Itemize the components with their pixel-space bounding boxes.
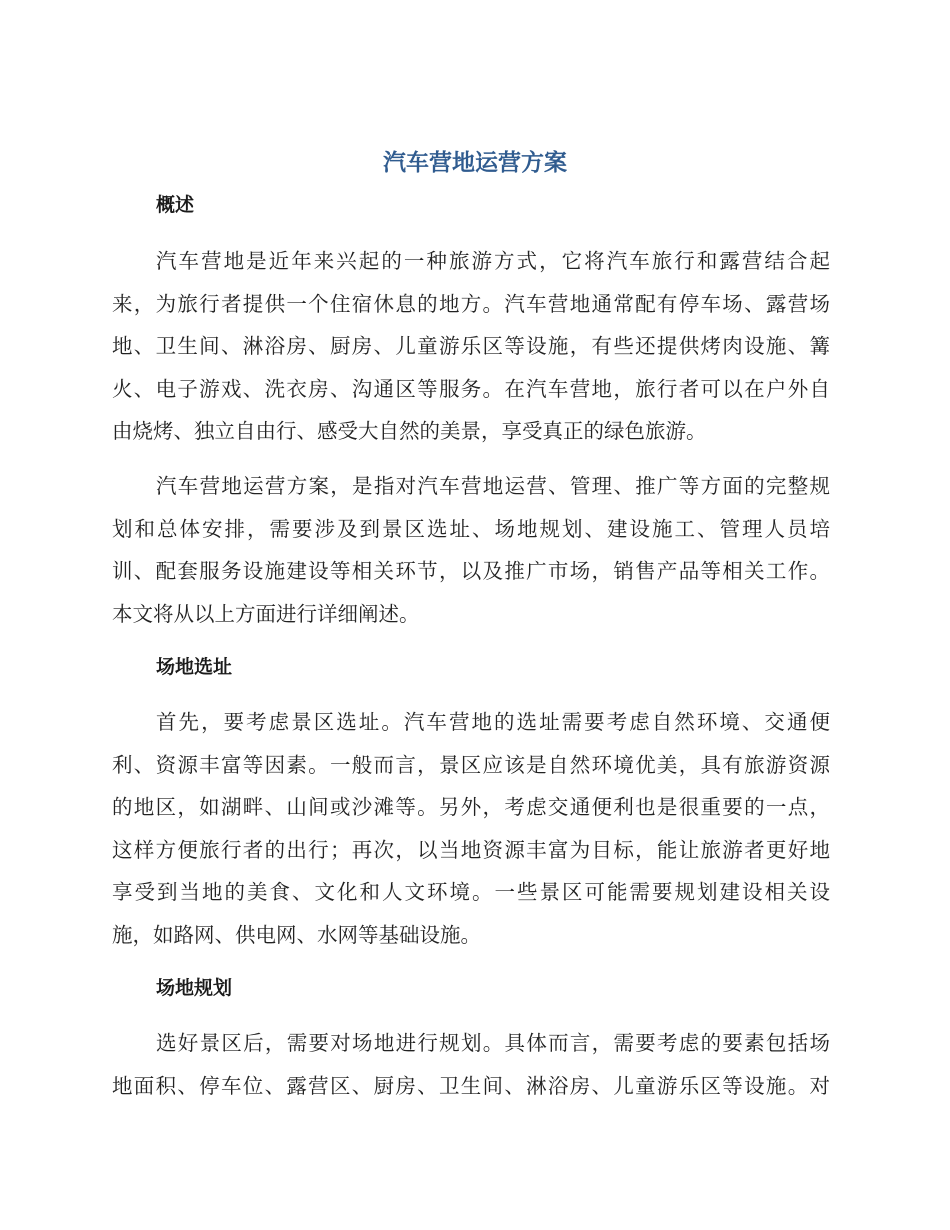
text-line: 训、配套服务设施建设等相关环节，以及推广市场，销售产品等相关工作。 [112, 559, 830, 584]
text-line: 的地区，如湖畔、山间或沙滩等。另外，考虑交通便利也是很重要的一点， [112, 795, 830, 820]
document-title: 汽车营地运营方案 [383, 150, 567, 176]
text-line: 地、卫生间、淋浴房、厨房、儿童游乐区等设施，有些还提供烤肉设施、篝 [112, 334, 830, 359]
section-heading-overview: 概述 [156, 194, 195, 216]
text-line: 首先，要考虑景区选址。汽车营地的选址需要考虑自然环境、交通便 [156, 710, 830, 734]
paragraph-site-planning [112, 1022, 830, 1107]
text-line: 汽车营地是近年来兴起的一种旅游方式，它将汽车旅行和露营结合起 [156, 249, 830, 273]
text-line: 本文将从以上方面进行详细阐述。 [112, 601, 420, 626]
paragraph-site-selection [112, 701, 830, 957]
text-line: 火、电子游戏、洗衣房、沟通区等服务。在汽车营地，旅行者可以在户外自 [112, 376, 830, 401]
text-line: 享受到当地的美食、文化和人文环境。一些景区可能需要规划建设相关设 [112, 880, 830, 905]
section-heading-site-planning: 场地规划 [156, 977, 233, 999]
text-line: 利、资源丰富等因素。一般而言，景区应该是自然环境优美，具有旅游资源 [112, 752, 830, 777]
text-line: 地面积、停车位、露营区、厨房、卫生间、淋浴房、儿童游乐区等设施。对 [112, 1073, 830, 1098]
text-line: 由烧烤、独立自由行、感受大自然的美景，享受真正的绿色旅游。 [112, 419, 707, 444]
paragraph-overview-2 [112, 465, 830, 635]
text-line: 划和总体安排，需要涉及到景区选址、场地规划、建设施工、管理人员培 [112, 516, 830, 541]
text-line: 这样方便旅行者的出行；再次，以当地资源丰富为目标，能让旅游者更好地 [112, 837, 830, 862]
section-heading-site-selection: 场地选址 [156, 656, 233, 678]
paragraph-overview-1 [112, 240, 830, 453]
text-line: 来，为旅行者提供一个住宿休息的地方。汽车营地通常配有停车场、露营场 [112, 291, 830, 316]
text-line: 施，如路网、供电网、水网等基础设施。 [112, 922, 481, 947]
text-line: 汽车营地运营方案，是指对汽车营地运营、管理、推广等方面的完整规 [156, 474, 830, 498]
text-line: 选好景区后，需要对场地进行规划。具体而言，需要考虑的要素包括场 [156, 1031, 830, 1055]
